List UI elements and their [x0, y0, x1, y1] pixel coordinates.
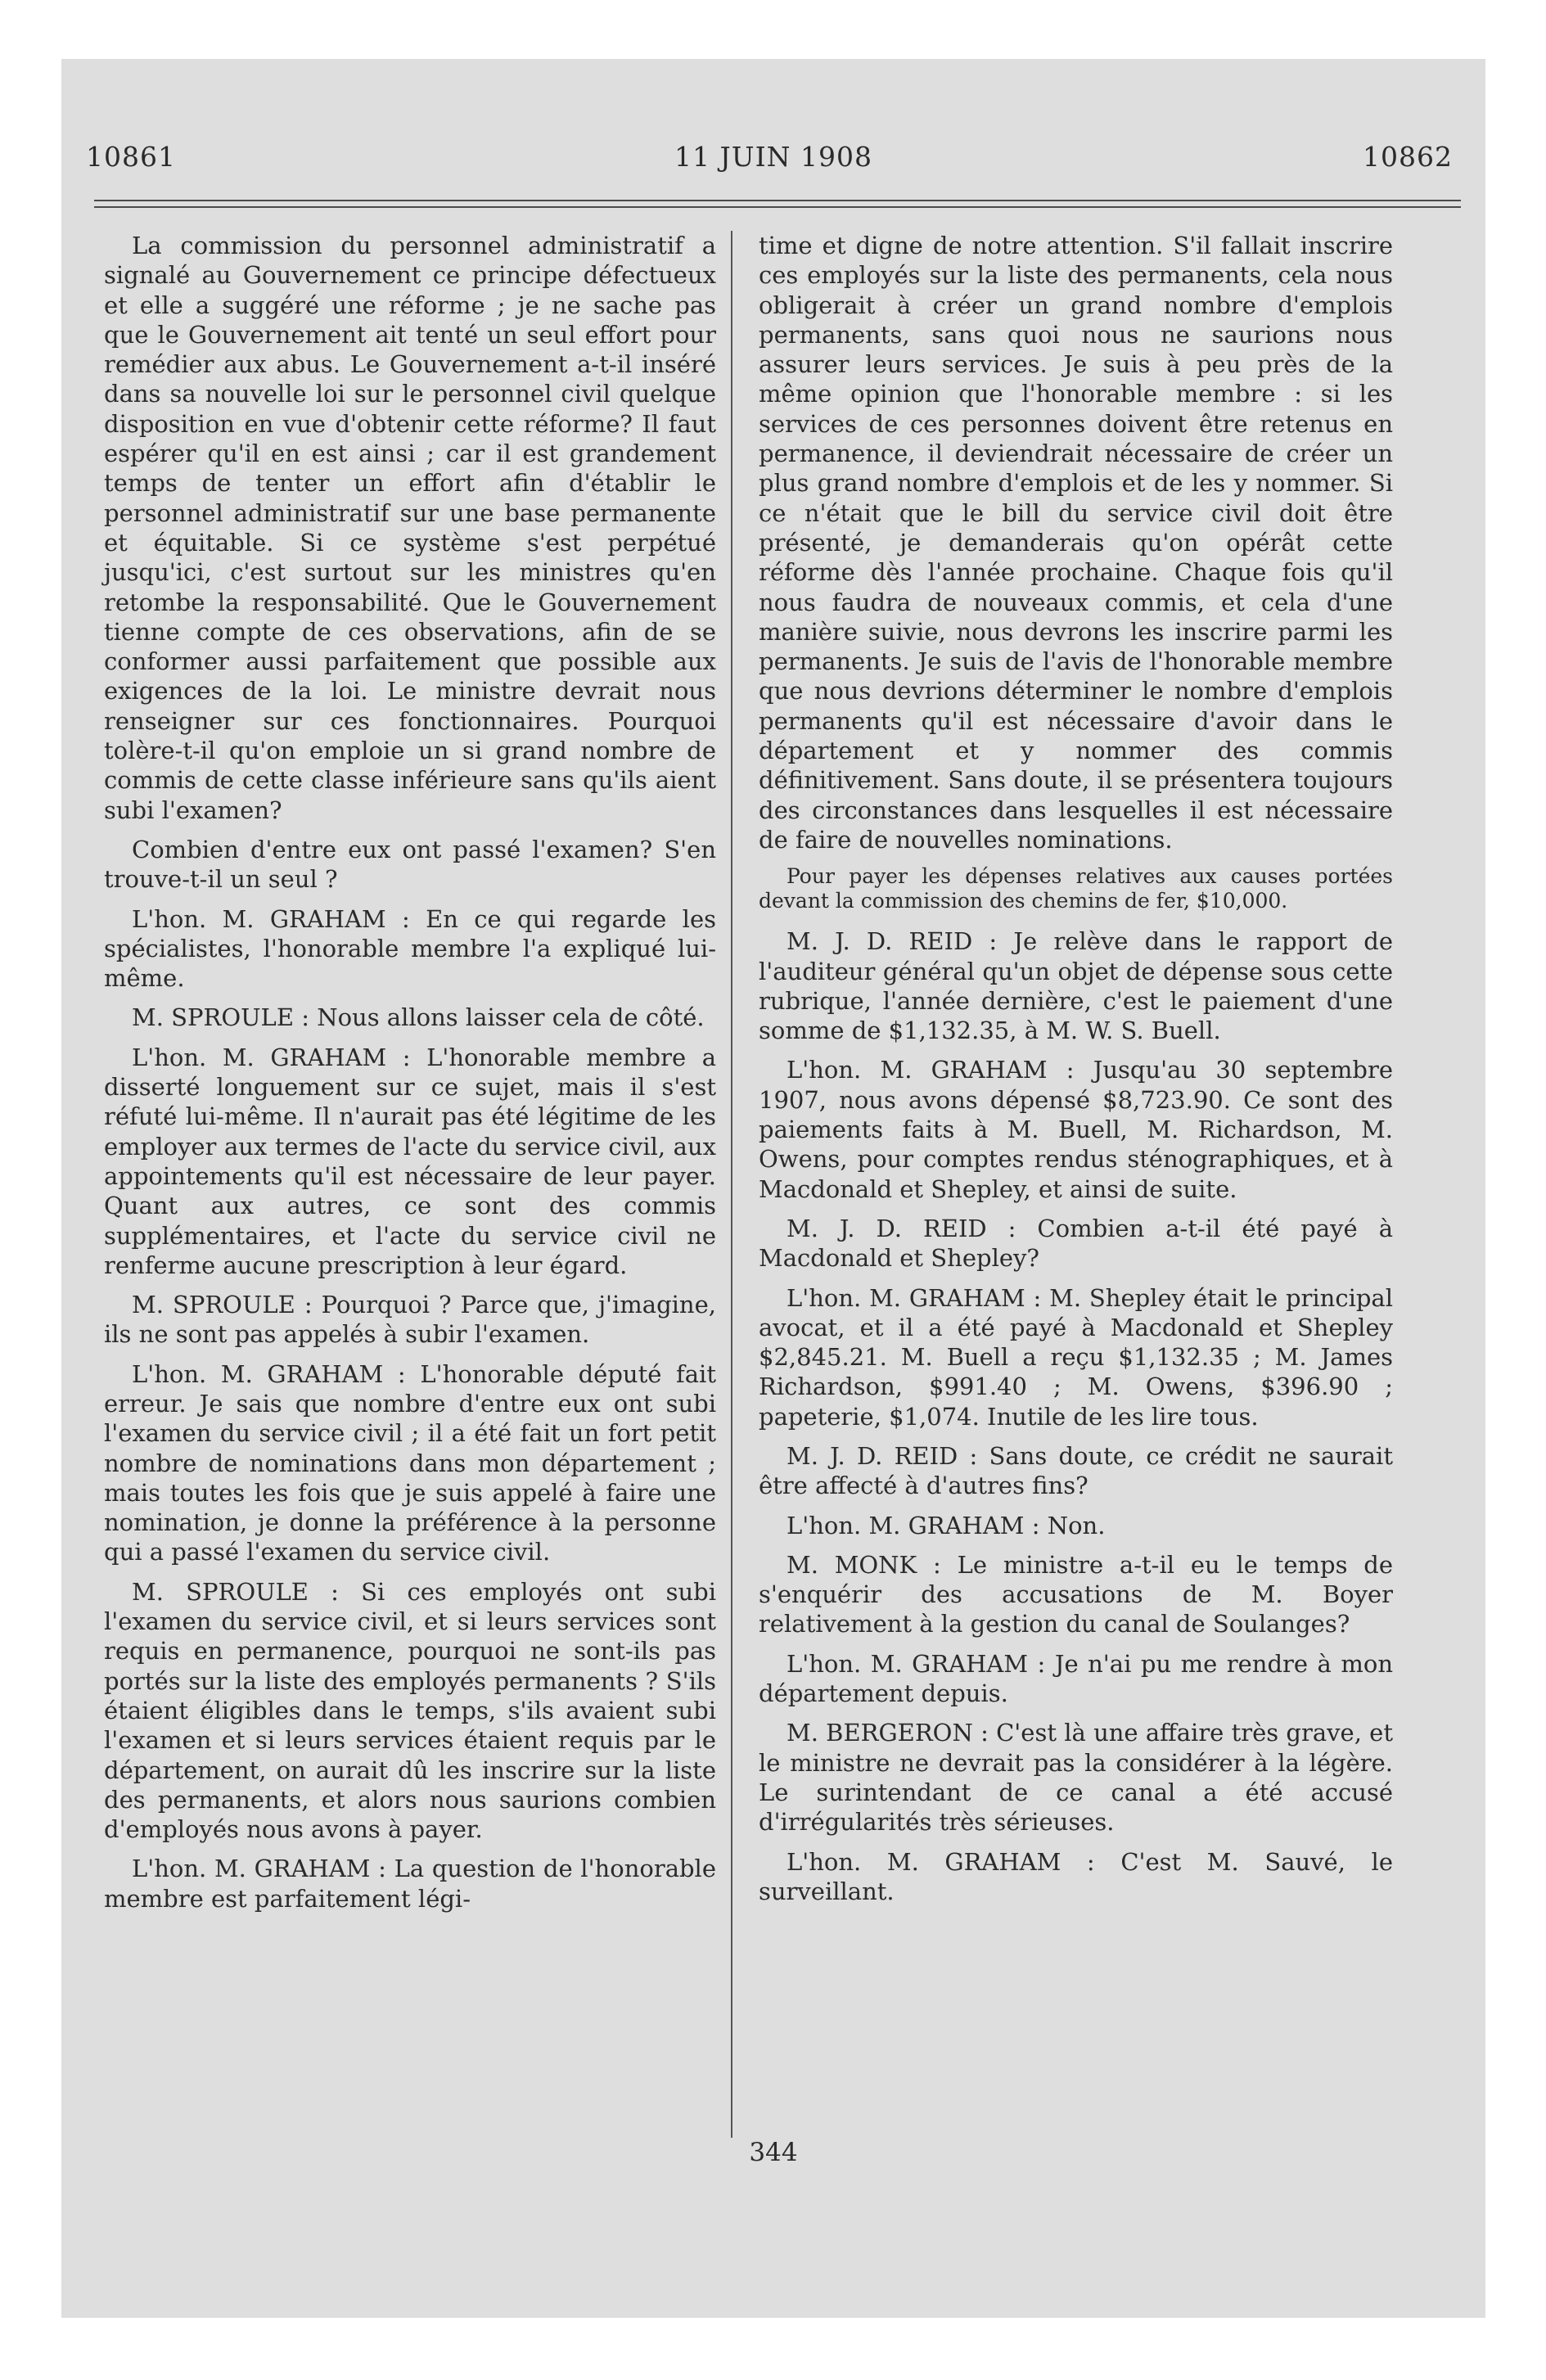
paragraph: L'hon. M. GRAHAM : L'honorable membre a disserté longuement sur ce sujet, mais il s'est réfuté lui-même. Il n'aurait pas été légitime de les employer aux termes de l'acte du service civil, aux appointements qu'il est nécessaire de leur payer. Quant aux autres, ce sont des commis supplémentaires, et l'acte du service civil ne renferme aucune prescription à leur égard. — [104, 1043, 716, 1279]
estimate-item: Pour payer les dépenses relatives aux causes portées devant la commission des chemins de fer, $10,000. — [759, 864, 1393, 913]
paragraph: La commission du personnel administratif a signalé au Gouvernement ce principe défectueux et elle a suggéré une réforme ; je ne sache pas que le Gouvernement ait tenté un seul effort pour remédier aux abus. Le Gouvernement a-t-il inséré dans sa nouvelle loi sur le personnel civil quelque disposition en vue d'obtenir cette réforme? Il faut espérer qu'il en est ainsi ; car il est grandement temps de tenter un effort afin d'établir le personnel administratif sur une base permanente et équitable. Si ce système s'est perpétué jusqu'ici, c'est surtout sur les ministres qu'en retombe la responsabilité. Que le Gouvernement tienne compte de ces observations, afin de se conformer aussi parfaitement que possible aux exigences de la loi. Le ministre devrait nous renseigner sur ces fonctionnaires. Pourquoi tolère-t-il qu'on emploie un si grand nombre de commis de cette classe inférieure sans qu'ils aient subi l'examen? — [104, 232, 716, 824]
paragraph: L'hon. M. GRAHAM : C'est M. Sauvé, le surveillant. — [759, 1847, 1393, 1905]
paragraph: M. J. D. REID : Sans doute, ce crédit ne saurait être affecté à d'autres fins? — [759, 1441, 1393, 1500]
paragraph-continuation: time et digne de notre attention. S'il fallait inscrire ces employés sur la liste des permanents, cela nous obligerait à créer un grand nombre d'emplois permanents, sans quoi nous ne saurions nous assurer leurs services. Je suis à peu près de la même opinion que l'honorable membre : si les services de ces personnes doivent être retenus en permanence, il deviendrait nécessaire de créer un plus grand nombre d'emplois et de les y nommer. Si ce n'était que le bill du service civil doit être présenté, je demanderais qu'on opérât cette réforme dès l'année prochaine. Chaque fois qu'il nous faudra de nouveaux commis, et cela d'une manière suivie, nous devrons les inscrire parmi les permanents. Je suis de l'avis de l'honorable membre que nous devrions déterminer le nombre d'emplois permanents qu'il est nécessaire d'avoir dans le département et y nommer des commis définitivement. Sans doute, il se présentera toujours des circonstances dans lesquelles il est nécessaire de faire de nouvelles nominations. — [759, 232, 1393, 854]
paragraph: M. MONK : Le ministre a-t-il eu le temps de s'enquérir des accusations de M. Boyer relativement à la gestion du canal de Soulanges? — [759, 1550, 1393, 1639]
paragraph: L'hon. M. GRAHAM : Je n'ai pu me rendre à mon département depuis. — [759, 1649, 1393, 1708]
paragraph: L'hon. M. GRAHAM : Jusqu'au 30 septembre 1907, nous avons dépensé $8,723.90. Ce sont des paiements faits à M. Buell, M. Richardson, M. Owens, pour comptes rendus sténographiques, et à Macdonald et Shepley, et ainsi de suite. — [759, 1056, 1393, 1203]
paragraph: M. J. D. REID : Combien a-t-il été payé à Macdonald et Shepley? — [759, 1214, 1393, 1273]
left-column — [104, 231, 716, 1923]
paragraph: Combien d'entre eux ont passé l'examen? S'en trouve-t-il un seul ? — [104, 835, 716, 894]
right-page-number: 10862 — [1363, 141, 1453, 173]
paragraph: M. SPROULE : Pourquoi ? Parce que, j'imagine, ils ne sont pas appelés à subir l'examen. — [104, 1291, 716, 1349]
paragraph: L'hon. M. GRAHAM : L'honorable député fait erreur. Je sais que nombre d'entre eux ont subi l'examen du service civil ; il a été fait un fort petit nombre de nominations dans mon département ; mais toutes les fois que je suis appelé à faire une nomination, je donne la préférence à la personne qui a passé l'examen du service civil. — [104, 1359, 716, 1566]
scanned-page — [61, 59, 1485, 2318]
header-rule-top — [94, 200, 1461, 201]
paragraph: L'hon. M. GRAHAM : M. Shepley était le principal avocat, et il a été payé à Macdonald et Shepley $2,845.21. M. Buell a reçu $1,132.35 ; M. James Richardson, $991.40 ; M. Owens, $396.90 ; papeterie, $1,074. Inutile de les lire tous. — [759, 1283, 1393, 1431]
header-rule-bottom — [94, 206, 1461, 208]
right-column — [759, 231, 1393, 1916]
document-page — [61, 59, 1485, 2318]
page-folio: 344 — [749, 2138, 798, 2167]
paragraph: M. SPROULE : Nous allons laisser cela de côté. — [132, 1003, 705, 1032]
paragraph: M. J. D. REID : Je relève dans le rapport de l'auditeur général qu'un objet de dépense sous cette rubrique, l'année dernière, c'est le paiement d'une somme de $1,132.35, à M. W. S. Buell. — [759, 927, 1393, 1045]
paragraph: L'hon. M. GRAHAM : La question de l'honorable membre est parfaitement légi- — [104, 1855, 716, 1913]
page-date: 11 JUIN 1908 — [674, 141, 872, 173]
paragraph: L'hon. M. GRAHAM : En ce qui regarde les spécialistes, l'honorable membre l'a expliqué lui-même. — [104, 904, 716, 993]
column-divider — [731, 231, 732, 2138]
paragraph: M. SPROULE : Si ces employés ont subi l'examen du service civil, et si leurs services sont requis en permanence, pourquoi ne sont-ils pas portés sur la liste des employés permanents ? S'ils étaient éligibles dans le temps, s'ils avaient subi l'examen et si leurs services étaient requis par le département, on aurait dû les inscrire sur la liste des permanents, et alors nous saurions combien d'employés nous avons à payer. — [104, 1577, 716, 1844]
paragraph: L'hon. M. GRAHAM : Non. — [787, 1511, 1106, 1539]
left-page-number: 10861 — [86, 141, 176, 173]
paragraph: M. BERGERON : C'est là une affaire très grave, et le ministre ne devrait pas la considérer à la légère. Le surintendant de ce canal a été accusé d'irrégularités très sérieuses. — [759, 1719, 1393, 1837]
